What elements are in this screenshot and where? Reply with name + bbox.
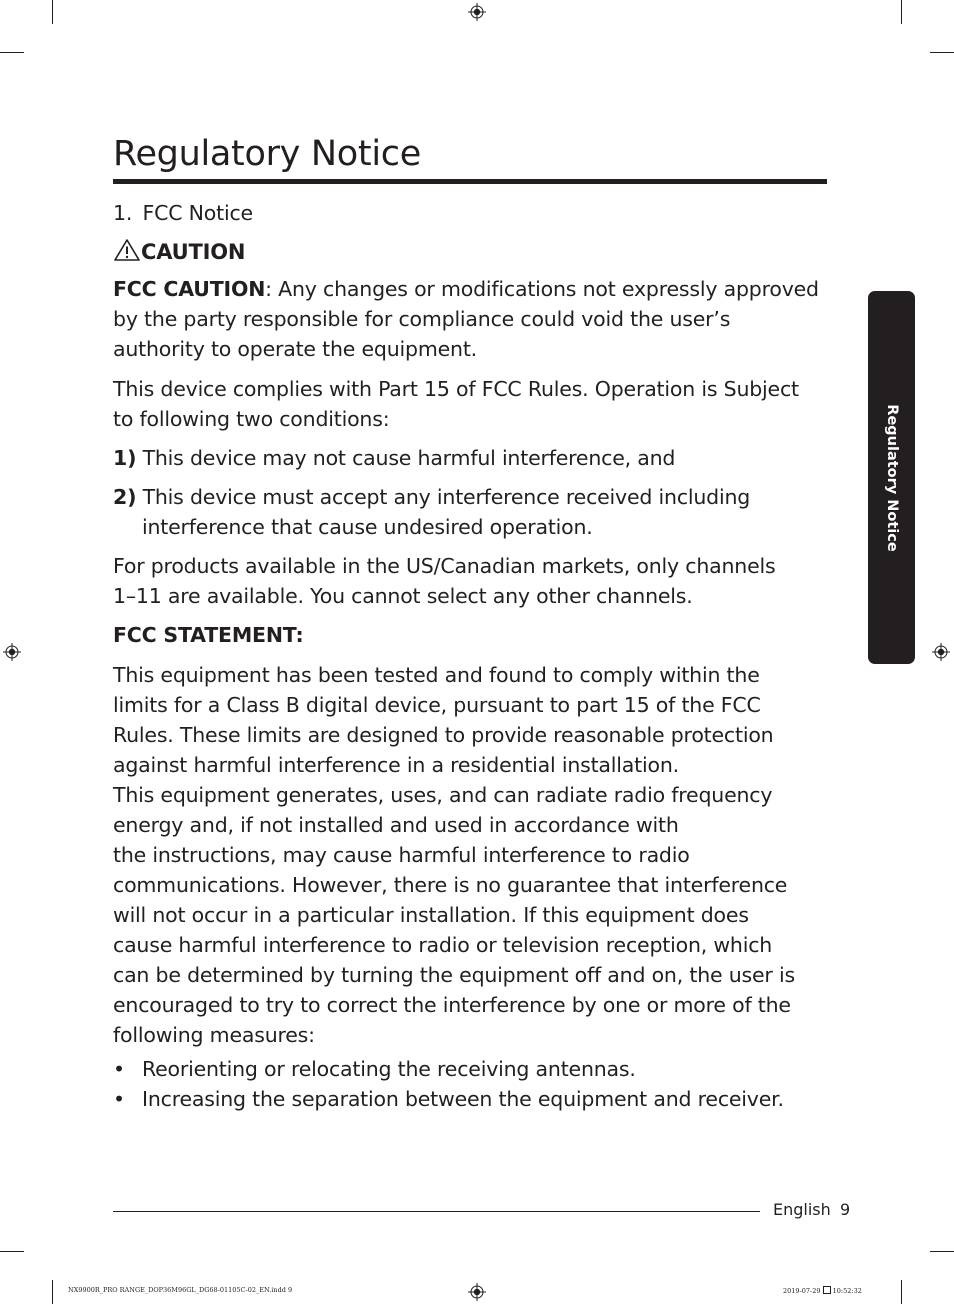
crop-mark bbox=[52, 0, 53, 24]
crop-mark bbox=[0, 52, 24, 53]
slug-filename: NX9900R_PRO RANGE_DOP36M96GL_DG68-01105C-02_EN.indd 9 bbox=[68, 1286, 293, 1294]
statement-text: encouraged to try to correct the interference by one or more of the bbox=[113, 993, 791, 1017]
slug-date: 2019-07-29 bbox=[783, 1287, 821, 1295]
registration-mark-icon bbox=[468, 3, 486, 21]
statement-text: energy and, if not installed and used in accordance with bbox=[113, 813, 679, 837]
condition-item bbox=[113, 482, 833, 542]
measure-text: Reorienting or relocating the receiving antennas. bbox=[142, 1057, 636, 1081]
footer-language: English bbox=[773, 1200, 831, 1219]
statement-text: communications. However, there is no guarantee that interference bbox=[113, 873, 788, 897]
statement-paragraph bbox=[113, 660, 833, 1050]
statement-heading: FCC STATEMENT: bbox=[113, 623, 304, 647]
slug-time: 10:52:32 bbox=[832, 1287, 862, 1295]
statement-text: This equipment has been tested and found to comply within the bbox=[113, 663, 760, 687]
list-item bbox=[113, 1084, 833, 1114]
fcc-caution-text: by the party responsible for compliance could void the user’s bbox=[113, 307, 731, 331]
statement-text: cause harmful interference to radio or television reception, which bbox=[113, 933, 773, 957]
statement-text: the instructions, may cause harmful interference to radio bbox=[113, 843, 690, 867]
statement-text: against harmful interference in a residential installation. bbox=[113, 753, 679, 777]
statement-text: following measures: bbox=[113, 1023, 315, 1047]
crop-mark bbox=[52, 1280, 53, 1304]
page-number: 9 bbox=[840, 1200, 851, 1219]
channels-text: For products available in the US/Canadian markets, only channels bbox=[113, 554, 776, 578]
measures-list bbox=[113, 1054, 833, 1114]
fcc-caution-text: authority to operate the equipment. bbox=[113, 337, 477, 361]
crop-mark bbox=[930, 52, 954, 53]
footer-rule bbox=[113, 1211, 760, 1212]
title-rule bbox=[113, 179, 827, 184]
list-item bbox=[113, 1054, 833, 1084]
statement-text: limits for a Class B digital device, pursuant to part 15 of the FCC bbox=[113, 693, 761, 717]
crop-mark bbox=[901, 0, 902, 24]
crop-mark bbox=[0, 1251, 24, 1252]
condition-number: 1) bbox=[113, 446, 137, 470]
section-heading bbox=[113, 198, 833, 228]
crop-mark bbox=[901, 1280, 902, 1304]
registration-mark-icon bbox=[932, 643, 950, 661]
compliance-text: to following two conditions: bbox=[113, 407, 390, 431]
caution-heading bbox=[113, 237, 833, 267]
condition-text: This device must accept any interference received including bbox=[142, 485, 751, 509]
fcc-caution-paragraph bbox=[113, 274, 833, 364]
condition-item bbox=[113, 443, 833, 473]
bullet: • bbox=[113, 1057, 125, 1081]
registration-mark-icon bbox=[3, 643, 21, 661]
page-title: Regulatory Notice bbox=[113, 134, 421, 174]
statement-text: will not occur in a particular installation. If this equipment does bbox=[113, 903, 749, 927]
crop-mark bbox=[930, 1251, 954, 1252]
compliance-text: This device complies with Part 15 of FCC Rules. Operation is Subject bbox=[113, 377, 799, 401]
compliance-paragraph bbox=[113, 374, 833, 434]
fcc-caution-label: FCC CAUTION bbox=[113, 277, 266, 301]
measure-text: Increasing the separation between the equipment and receiver. bbox=[142, 1087, 784, 1111]
clock-icon bbox=[823, 1286, 831, 1294]
statement-text: Rules. These limits are designed to provide reasonable protection bbox=[113, 723, 774, 747]
registration-mark-icon bbox=[468, 1283, 486, 1301]
section-number: 1. bbox=[113, 201, 133, 225]
condition-text: interference that cause undesired operation. bbox=[142, 515, 593, 539]
statement-text: can be determined by turning the equipment off and on, the user is bbox=[113, 963, 795, 987]
condition-text: This device may not cause harmful interference, and bbox=[142, 446, 676, 470]
statement-text: This equipment generates, uses, and can radiate radio frequency bbox=[113, 783, 773, 807]
side-tab-label: Regulatory Notice bbox=[883, 403, 900, 552]
slug-timestamp bbox=[783, 1286, 862, 1295]
condition-number: 2) bbox=[113, 485, 137, 509]
channels-text: 1–11 are available. You cannot select any other channels. bbox=[113, 584, 693, 608]
side-tab bbox=[868, 291, 915, 664]
section-title: FCC Notice bbox=[142, 201, 253, 225]
caution-label: CAUTION bbox=[141, 240, 246, 264]
fcc-caution-text: : Any changes or modifications not expressly approved bbox=[265, 277, 819, 301]
bullet: • bbox=[113, 1087, 125, 1111]
channels-paragraph bbox=[113, 551, 833, 611]
warning-triangle-icon bbox=[113, 238, 141, 262]
